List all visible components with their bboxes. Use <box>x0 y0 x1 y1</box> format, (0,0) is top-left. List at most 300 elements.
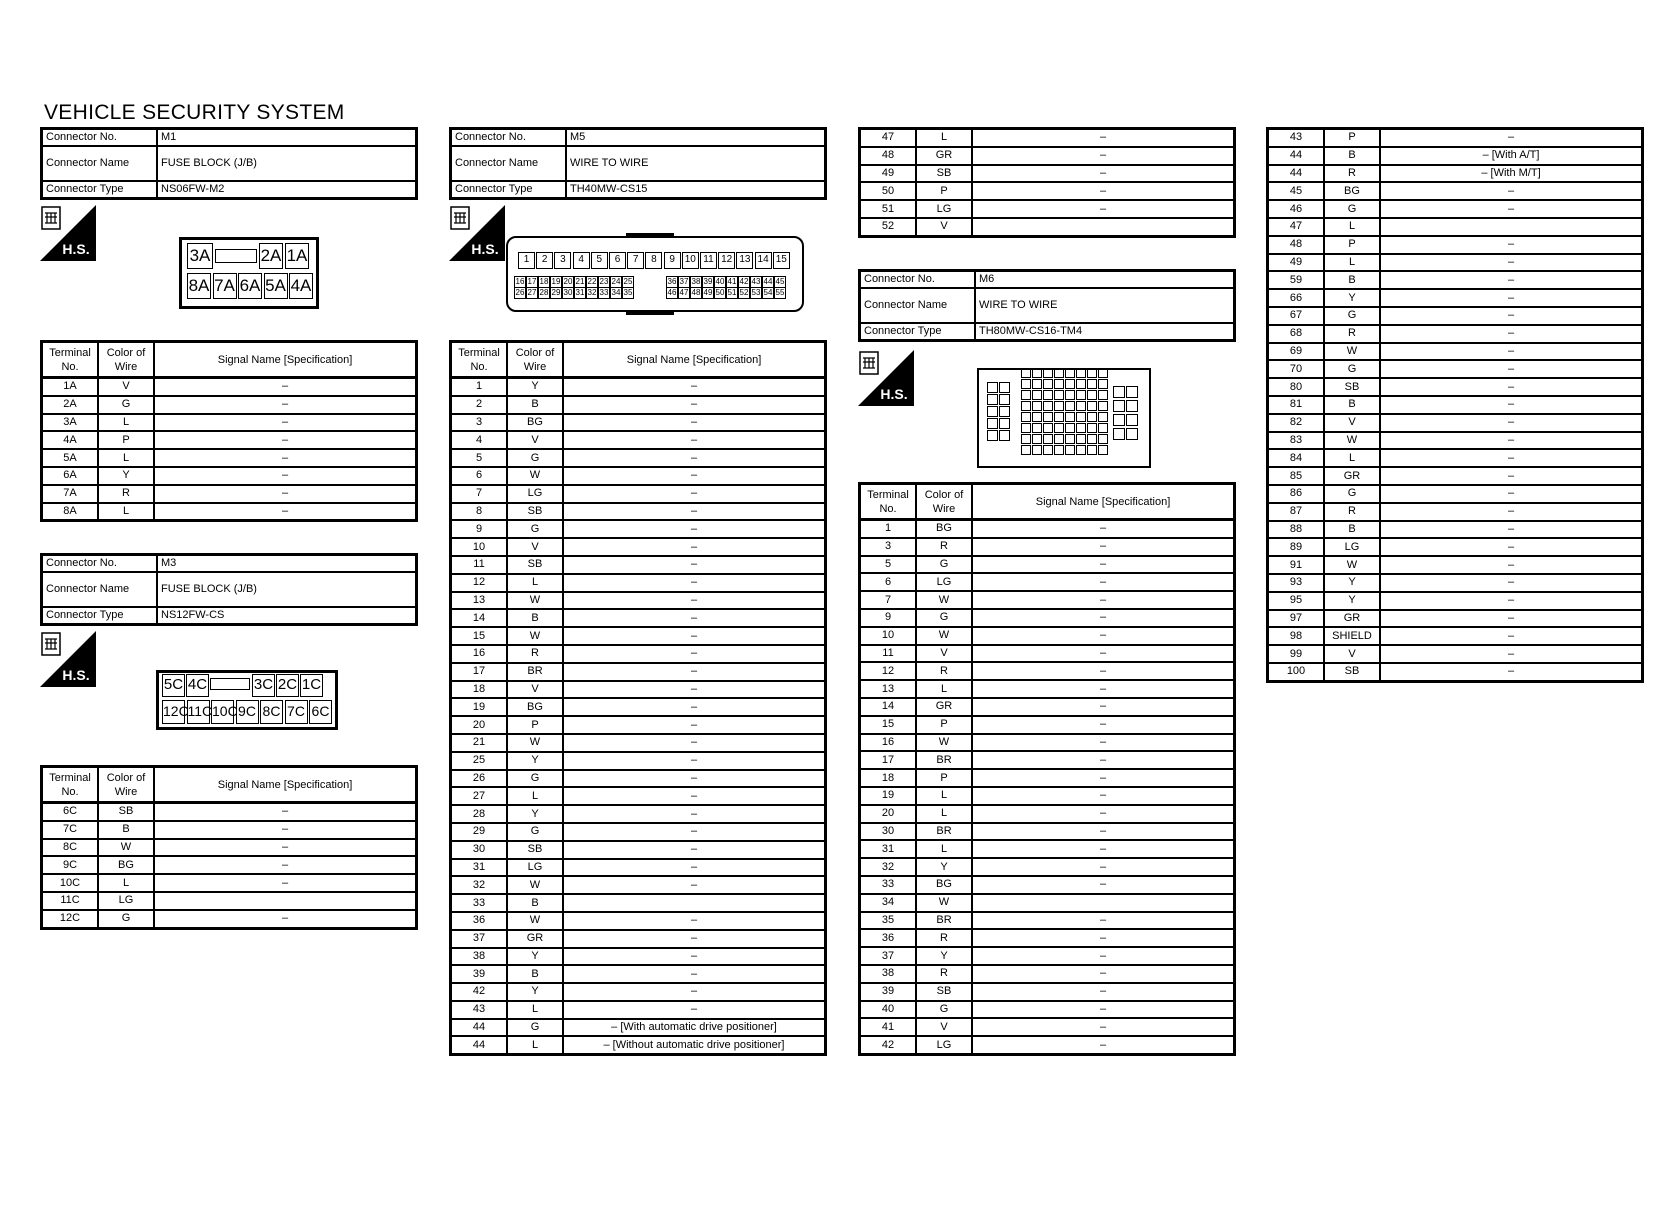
terminal-no-cell: 91 <box>1268 556 1325 574</box>
connector-info-m3 <box>40 553 418 626</box>
signal-name-cell: – <box>972 858 1235 876</box>
connector-pin: 17 <box>527 277 537 286</box>
wire-color-cell: L <box>916 787 972 805</box>
terminal-no-cell: 7 <box>451 485 508 503</box>
connector-pin <box>1043 401 1053 411</box>
connector-pin <box>1021 379 1031 389</box>
connector-name-label: Connector Name <box>451 146 567 181</box>
wire-color-cell: SB <box>1324 378 1380 396</box>
table-row <box>451 912 826 930</box>
connector-pin: 1 <box>518 252 535 269</box>
connector-pin: 54 <box>763 288 773 297</box>
wire-color-cell: Y <box>916 858 972 876</box>
signal-name-cell: – <box>563 378 826 396</box>
connector-pin <box>1098 379 1108 389</box>
connector-type-value: TH80MW-CS16-TM4 <box>975 323 1235 341</box>
terminal-no-cell: 18 <box>860 769 917 787</box>
terminal-no-cell: 52 <box>860 218 917 236</box>
color-of-wire-header: Color of Wire <box>916 484 972 520</box>
wire-color-cell: SB <box>98 803 154 821</box>
table-row <box>860 520 1235 538</box>
wire-color-cell: L <box>916 805 972 823</box>
table-row <box>451 787 826 805</box>
connector-pin: 47 <box>679 288 689 297</box>
signal-name-cell: – <box>1380 236 1643 254</box>
signal-name-cell: – <box>1380 449 1643 467</box>
connector-name-label: Connector Name <box>42 572 158 607</box>
svg-text:H.S.: H.S. <box>62 241 90 257</box>
wire-color-cell: P <box>916 716 972 734</box>
terminal-no-cell: 12C <box>42 910 99 928</box>
connector-no-value: M5 <box>566 129 826 147</box>
wire-color-cell: G <box>507 1019 563 1037</box>
signal-name-cell: – <box>563 787 826 805</box>
wire-color-cell: P <box>1324 236 1380 254</box>
signal-name-cell: – [With M/T] <box>1380 165 1643 183</box>
wire-color-cell: W <box>507 912 563 930</box>
terminal-no-cell: 13 <box>451 592 508 610</box>
wire-color-cell: BR <box>916 751 972 769</box>
signal-name-cell: – <box>1380 503 1643 521</box>
terminal-no-cell: 10C <box>42 874 99 892</box>
table-row <box>860 627 1235 645</box>
connector-pin: 30 <box>563 288 573 297</box>
table-row <box>1268 271 1643 289</box>
wire-color-cell: SB <box>507 503 563 521</box>
terminal-no-cell: 100 <box>1268 663 1325 681</box>
signal-name-cell: – <box>1380 396 1643 414</box>
connector-pin <box>1054 379 1064 389</box>
connector-pin <box>1126 400 1138 412</box>
color-of-wire-header: Color of Wire <box>98 342 154 378</box>
table-row <box>42 821 417 839</box>
connector-pin: 11C <box>187 700 210 724</box>
wire-color-cell: BG <box>916 876 972 894</box>
signal-name-cell: – <box>563 414 826 432</box>
terminal-no-cell: 49 <box>1268 254 1325 272</box>
terminal-no-cell: 35 <box>860 912 917 930</box>
table-row <box>860 645 1235 663</box>
connector-key <box>626 233 674 238</box>
table-row <box>451 698 826 716</box>
wire-color-cell: W <box>1324 432 1380 450</box>
signal-name-cell: – <box>1380 485 1643 503</box>
signal-name-cell: – [Without automatic drive positioner] <box>563 1036 826 1054</box>
wire-color-cell: Y <box>507 378 563 396</box>
svg-text:H.S.: H.S. <box>62 667 90 683</box>
signal-name-cell: – <box>154 414 417 432</box>
connector-pin <box>1065 401 1075 411</box>
table-row <box>451 770 826 788</box>
terminal-no-cell: 13 <box>860 680 917 698</box>
connector-pin: 49 <box>703 288 713 297</box>
connector-pin: 18 <box>539 277 549 286</box>
terminal-no-cell: 1 <box>451 378 508 396</box>
table-row <box>1268 538 1643 556</box>
signal-name-cell: – <box>1380 627 1643 645</box>
terminal-no-header: Terminal No. <box>42 767 99 803</box>
connector-pin <box>1032 379 1042 389</box>
connector-pin <box>1032 434 1042 444</box>
terminal-no-cell: 2 <box>451 396 508 414</box>
terminal-no-cell: 38 <box>860 965 917 983</box>
signal-name-cell <box>972 894 1235 912</box>
signal-name-cell: – <box>1380 521 1643 539</box>
connector-pin: 53 <box>751 288 761 297</box>
connector-pin: 25 <box>623 277 633 286</box>
table-row <box>1268 218 1643 236</box>
connector-name-value: WIRE TO WIRE <box>566 146 826 181</box>
terminal-no-cell: 14 <box>860 698 917 716</box>
connector-pin <box>1065 434 1075 444</box>
terminal-no-cell: 12 <box>451 574 508 592</box>
terminal-no-cell: 8C <box>42 839 99 857</box>
wire-color-cell: W <box>1324 343 1380 361</box>
connector-no-value: M6 <box>975 271 1235 289</box>
connector-pin: 2A <box>259 243 283 269</box>
terminal-no-cell: 10 <box>451 538 508 556</box>
connector-pin <box>1098 423 1108 433</box>
wire-color-cell: G <box>98 396 154 414</box>
signal-name-cell: – <box>563 592 826 610</box>
table-row <box>42 378 417 396</box>
wire-color-cell: SB <box>1324 663 1380 681</box>
connector-pin: 31 <box>575 288 585 297</box>
terminal-no-cell: 67 <box>1268 307 1325 325</box>
connector-pin <box>1043 434 1053 444</box>
connector-pin <box>1032 368 1042 378</box>
wire-color-cell: BR <box>916 912 972 930</box>
signal-name-cell: – <box>563 485 826 503</box>
connector-pin: 50 <box>715 288 725 297</box>
svg-text:H.S.: H.S. <box>471 241 499 257</box>
connector-pin <box>1113 400 1125 412</box>
connector-pin <box>1054 401 1064 411</box>
terminal-no-cell: 46 <box>1268 200 1325 218</box>
terminal-no-cell: 9 <box>451 520 508 538</box>
signal-name-cell: – <box>972 876 1235 894</box>
terminal-no-cell: 4A <box>42 431 99 449</box>
connector-pin <box>1087 401 1097 411</box>
connector-type-label: Connector Type <box>42 607 158 625</box>
color-of-wire-header: Color of Wire <box>98 767 154 803</box>
table-row <box>1268 165 1643 183</box>
connector-pin <box>1076 423 1086 433</box>
signal-name-cell: – <box>972 591 1235 609</box>
table-row <box>451 556 826 574</box>
connector-pin <box>987 418 998 429</box>
connector-pin <box>1032 412 1042 422</box>
table-row <box>451 520 826 538</box>
table-row <box>451 538 826 556</box>
table-row <box>1268 254 1643 272</box>
connector-pin: 46 <box>667 288 677 297</box>
connector-diagram-m6 <box>977 364 1151 474</box>
connector-pin: 26 <box>515 288 525 297</box>
terminal-no-cell: 3 <box>860 538 917 556</box>
terminal-table-m5-continued <box>858 127 1236 238</box>
terminal-no-cell: 21 <box>451 734 508 752</box>
wire-color-cell: GR <box>916 147 972 165</box>
wire-color-cell: P <box>916 182 972 200</box>
wire-color-cell: P <box>916 769 972 787</box>
connector-pin <box>1032 423 1042 433</box>
connector-pin <box>1021 368 1031 378</box>
connector-pin <box>999 394 1010 405</box>
signal-name-cell: – <box>563 467 826 485</box>
signal-name-cell: – <box>972 1001 1235 1019</box>
wire-color-cell: B <box>1324 521 1380 539</box>
wire-color-cell: G <box>916 1001 972 1019</box>
wire-color-cell: L <box>1324 254 1380 272</box>
connector-pin <box>1032 445 1042 455</box>
wire-color-cell: W <box>507 467 563 485</box>
wire-color-cell: L <box>916 129 972 147</box>
harness-side-icon <box>858 350 914 406</box>
connector-pin <box>1043 368 1053 378</box>
wire-color-cell: G <box>1324 307 1380 325</box>
terminal-no-cell: 20 <box>860 805 917 823</box>
table-row <box>1268 378 1643 396</box>
signal-name-cell: – <box>972 200 1235 218</box>
wire-color-cell: L <box>98 449 154 467</box>
connector-pin: 33 <box>599 288 609 297</box>
table-row <box>860 609 1235 627</box>
table-row <box>451 1019 826 1037</box>
terminal-no-cell: 17 <box>451 663 508 681</box>
wire-color-cell: G <box>1324 200 1380 218</box>
wire-color-cell: Y <box>916 947 972 965</box>
signal-name-cell: – <box>1380 432 1643 450</box>
table-row <box>451 396 826 414</box>
wire-color-cell: W <box>916 734 972 752</box>
wire-color-cell: W <box>1324 556 1380 574</box>
table-row <box>860 165 1235 183</box>
connector-pin: 48 <box>691 288 701 297</box>
connector-pin: 5A <box>264 273 288 299</box>
connector-pin <box>1076 379 1086 389</box>
terminal-no-cell: 98 <box>1268 627 1325 645</box>
table-row <box>42 467 417 485</box>
connector-pin <box>1098 401 1108 411</box>
connector-no-label: Connector No. <box>42 129 158 147</box>
signal-name-cell: – <box>563 930 826 948</box>
signal-name-cell: – <box>1380 556 1643 574</box>
wire-color-cell: B <box>507 894 563 912</box>
signal-name-cell: – <box>154 910 417 928</box>
signal-name-cell <box>972 218 1235 236</box>
signal-name-cell: – <box>563 538 826 556</box>
table-row <box>860 698 1235 716</box>
connector-pin <box>1087 368 1097 378</box>
connector-pin: 44 <box>763 277 773 286</box>
connector-info-m6 <box>858 269 1236 342</box>
signal-name-cell: – <box>1380 378 1643 396</box>
terminal-no-cell: 68 <box>1268 325 1325 343</box>
table-row <box>860 965 1235 983</box>
connector-pin: 12 <box>718 252 735 269</box>
terminal-no-cell: 85 <box>1268 467 1325 485</box>
connector-diagram-m1 <box>179 237 319 309</box>
terminal-no-cell: 18 <box>451 681 508 699</box>
wire-color-cell: W <box>916 627 972 645</box>
table-row <box>860 751 1235 769</box>
table-row <box>860 876 1235 894</box>
signal-name-cell: – <box>1380 289 1643 307</box>
table-row <box>42 431 417 449</box>
wire-color-cell: SB <box>507 841 563 859</box>
wire-color-cell: LG <box>916 573 972 591</box>
signal-name-cell: – <box>563 663 826 681</box>
connector-pin: 39 <box>703 277 713 286</box>
connector-pin <box>1043 412 1053 422</box>
signal-name-header: Signal Name [Specification] <box>972 484 1235 520</box>
harness-side-icon <box>40 631 96 687</box>
wire-color-cell: G <box>916 609 972 627</box>
terminal-no-cell: 44 <box>451 1036 508 1054</box>
signal-name-cell: – <box>563 503 826 521</box>
signal-name-cell: – <box>972 751 1235 769</box>
connector-pin <box>1126 414 1138 426</box>
signal-name-cell: – <box>563 823 826 841</box>
wire-color-cell: G <box>507 770 563 788</box>
table-row <box>451 823 826 841</box>
terminal-no-cell: 88 <box>1268 521 1325 539</box>
table-row <box>1268 343 1643 361</box>
connector-pin: 43 <box>751 277 761 286</box>
terminal-table-m1 <box>40 340 418 522</box>
connector-pin: 1C <box>300 674 323 697</box>
table-row <box>451 930 826 948</box>
terminal-no-cell: 6C <box>42 803 99 821</box>
wire-color-cell: Y <box>1324 574 1380 592</box>
connector-pin <box>1065 379 1075 389</box>
signal-name-cell: – <box>154 839 417 857</box>
connector-pin: 41 <box>727 277 737 286</box>
table-row <box>860 787 1235 805</box>
harness-side-icon <box>449 205 505 261</box>
table-row <box>1268 325 1643 343</box>
table-row <box>860 591 1235 609</box>
wire-color-cell: R <box>98 485 154 503</box>
wire-color-cell: W <box>507 592 563 610</box>
connector-pin <box>1098 445 1108 455</box>
signal-name-cell: – [With automatic drive positioner] <box>563 1019 826 1037</box>
signal-name-cell: – <box>972 840 1235 858</box>
wire-color-cell: BG <box>507 414 563 432</box>
wire-color-cell: G <box>1324 360 1380 378</box>
wire-color-cell: L <box>916 680 972 698</box>
terminal-no-cell: 2A <box>42 396 99 414</box>
signal-name-cell: – <box>1380 325 1643 343</box>
connector-pin: 4A <box>289 273 313 299</box>
connector-pin <box>987 430 998 441</box>
connector-name-value: FUSE BLOCK (J/B) <box>157 146 417 181</box>
connector-no-label: Connector No. <box>42 555 158 573</box>
terminal-no-cell: 50 <box>860 182 917 200</box>
signal-name-cell: – <box>972 680 1235 698</box>
wire-color-cell: LG <box>507 859 563 877</box>
connector-pin <box>1021 390 1031 400</box>
table-row <box>1268 396 1643 414</box>
table-row <box>1268 467 1643 485</box>
connector-no-value: M3 <box>157 555 417 573</box>
connector-pin <box>1021 423 1031 433</box>
signal-name-cell: – <box>1380 343 1643 361</box>
terminal-no-cell: 82 <box>1268 414 1325 432</box>
signal-name-cell: – <box>563 752 826 770</box>
signal-name-cell <box>1380 218 1643 236</box>
table-row <box>860 929 1235 947</box>
connector-pin <box>1087 390 1097 400</box>
connector-pin <box>1065 423 1075 433</box>
connector-pin: 29 <box>551 288 561 297</box>
wire-color-cell: W <box>98 839 154 857</box>
table-row <box>42 839 417 857</box>
terminal-no-cell: 39 <box>860 983 917 1001</box>
table-row <box>451 948 826 966</box>
wire-color-cell: L <box>507 787 563 805</box>
terminal-no-cell: 95 <box>1268 592 1325 610</box>
signal-name-cell: – <box>972 165 1235 183</box>
connector-pin: 5C <box>162 674 185 697</box>
table-row <box>451 716 826 734</box>
connector-no-value: M1 <box>157 129 417 147</box>
signal-name-cell: – <box>1380 592 1643 610</box>
signal-name-header: Signal Name [Specification] <box>154 767 417 803</box>
connector-pin: 40 <box>715 277 725 286</box>
terminal-no-header: Terminal No. <box>42 342 99 378</box>
terminal-table-m3 <box>40 765 418 930</box>
table-row <box>451 449 826 467</box>
connector-pin: 12C <box>162 700 185 724</box>
signal-name-cell: – <box>972 645 1235 663</box>
page-title: VEHICLE SECURITY SYSTEM <box>44 101 345 124</box>
connector-pin <box>1087 423 1097 433</box>
table-row <box>860 769 1235 787</box>
connector-pin: 28 <box>539 288 549 297</box>
signal-name-cell: – <box>563 912 826 930</box>
table-row <box>451 467 826 485</box>
terminal-no-cell: 42 <box>451 983 508 1001</box>
wire-color-cell: G <box>507 823 563 841</box>
wire-color-cell: L <box>1324 449 1380 467</box>
signal-name-cell: – <box>1380 271 1643 289</box>
table-row <box>860 200 1235 218</box>
signal-name-cell: – <box>1380 182 1643 200</box>
connector-info-m1 <box>40 127 418 200</box>
terminal-no-cell: 6 <box>451 467 508 485</box>
terminal-no-cell: 16 <box>451 645 508 663</box>
terminal-no-cell: 7C <box>42 821 99 839</box>
terminal-no-cell: 8 <box>451 503 508 521</box>
connector-pin <box>1113 414 1125 426</box>
connector-pin: 8C <box>260 700 283 724</box>
wire-color-cell: W <box>916 591 972 609</box>
table-row <box>451 841 826 859</box>
wire-color-cell: SB <box>916 983 972 1001</box>
wire-color-cell: BG <box>916 520 972 538</box>
connector-key <box>626 310 674 315</box>
connector-pin: 52 <box>739 288 749 297</box>
signal-name-cell: – <box>1380 414 1643 432</box>
table-row <box>451 859 826 877</box>
wire-color-cell: L <box>98 874 154 892</box>
terminal-no-cell: 47 <box>1268 218 1325 236</box>
terminal-no-cell: 51 <box>860 200 917 218</box>
terminal-no-cell: 43 <box>1268 129 1325 147</box>
connector-pin <box>1065 368 1075 378</box>
